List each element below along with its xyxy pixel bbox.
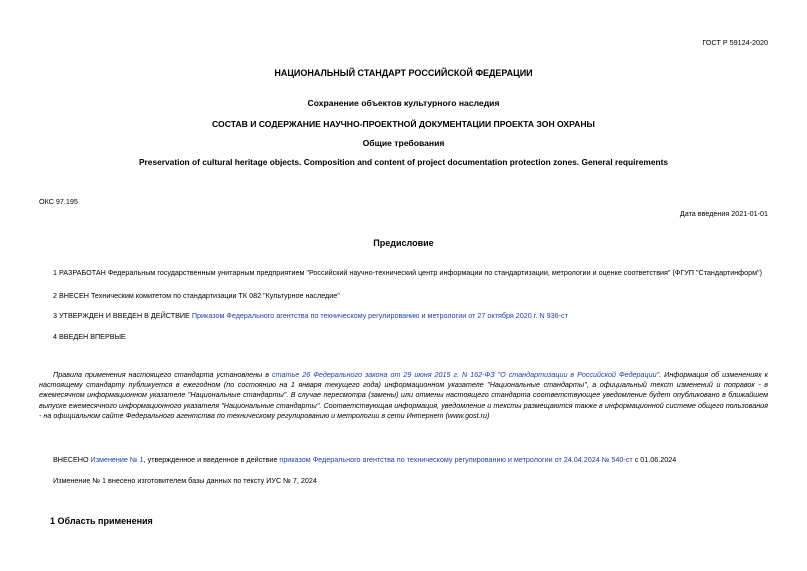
order-936-link[interactable]: Приказом Федерального агентства по техническому регулированию и метрологии от 27 октября 2020 г. N 936-ст	[191, 311, 568, 320]
amendment-line	[53, 455, 676, 464]
amendment-note: Изменение № 1 внесено изготовителем базы данных по тексту ИУС № 7, 2024	[53, 476, 317, 485]
amendment-prefix: ВНЕСЕНО	[53, 455, 91, 464]
preface-item-2: 2 ВНЕСЕН Техническим комитетом по стандартизации ТК 082 "Культурное наследие"	[53, 291, 340, 300]
section-1-heading: 1 Область применения	[50, 516, 153, 526]
standard-subtitle: Сохранение объектов культурного наследия	[307, 98, 500, 108]
amendment-middle: , утвержденное и введенное в действие	[143, 455, 280, 464]
rules-paragraph	[39, 370, 768, 421]
rules-text-rest: . Информация об изменениях к настоящему стандарту публикуется в ежегодном (по состоянию на 1 января текущего года) информационном указателе "Национальные стандарты", а официальный текст изменений и поправок - в ежемесячном информационном указателе "Национальные стандарты". В случае пересмотра (замены) или отмены настоящего стандарта соответствующее уведомление будет опубликовано в ближайшем выпуске ежемесячного информационного указателя "Национальные стандарты". Соответствующая информация, уведомление и тексты размещаются также в информационной системе общего пользования - на официальном сайте Федерального агентства по техническому регулированию и метрологии в сети Интернет (www.gost.ru)	[39, 370, 768, 420]
preface-item-4: 4 ВВЕДЕН ВПЕРВЫЕ	[53, 332, 126, 341]
federal-law-link[interactable]: статье 26 Федерального закона от 29 июня 2015 г. N 162-ФЗ "О стандартизации в Российской Федерации"	[272, 370, 660, 379]
amendment-suffix: с 01.06.2024	[632, 455, 677, 464]
order-540-link[interactable]: приказом Федерального агентства по техническому регулированию и метрологии от 24.04.2024 № 540-ст	[279, 455, 633, 464]
introduction-date: Дата введения 2021-01-01	[679, 209, 768, 218]
standard-subtitle-general: Общие требования	[362, 138, 445, 148]
standard-title: СОСТАВ И СОДЕРЖАНИЕ НАУЧНО-ПРОЕКТНОЙ ДОКУМЕНТАЦИИ ПРОЕКТА ЗОН ОХРАНЫ	[212, 119, 595, 129]
document-code: ГОСТ Р 59124-2020	[702, 38, 768, 47]
english-title: Preservation of cultural heritage objects. Composition and content of project documentation protection zones. General requirements	[138, 157, 669, 167]
oks-code: ОКС 97.195	[39, 197, 78, 206]
national-standard-heading: НАЦИОНАЛЬНЫЙ СТАНДАРТ РОССИЙСКОЙ ФЕДЕРАЦИИ	[274, 68, 533, 78]
preface-item-3-text: 3 УТВЕРЖДЕН И ВВЕДЕН В ДЕЙСТВИЕ	[53, 311, 192, 320]
preface-item-1: 1 РАЗРАБОТАН Федеральным государственным унитарным предприятием "Российский научно-технический центр информации по стандартизации, метрологии и оценке соответствия" (ФГУП "Стандартинформ")	[53, 268, 762, 277]
preface-item-3	[53, 311, 568, 320]
preface-heading: Предисловие	[373, 238, 434, 248]
amendment-1-link[interactable]: Изменение № 1	[90, 455, 144, 464]
rules-text-start: Правила применения настоящего стандарта установлены в	[53, 370, 273, 379]
